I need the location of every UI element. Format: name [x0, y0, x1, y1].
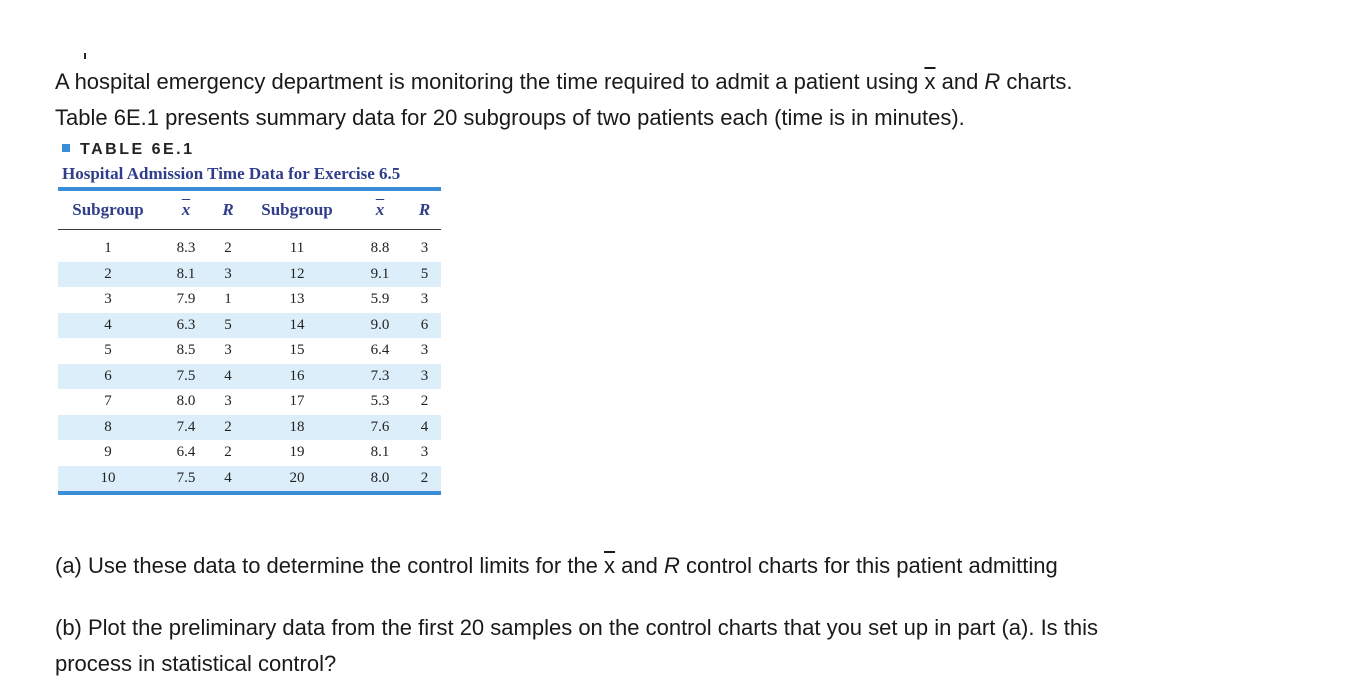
table-cell: 6.3 [158, 313, 214, 339]
table-cell: 3 [214, 262, 242, 288]
table-cell: 4 [214, 466, 242, 492]
table-cell: 5.3 [370, 393, 390, 410]
table-title: Hospital Admission Time Data for Exercise 6.5 [62, 164, 401, 183]
table-cell: 8.5 [176, 342, 196, 359]
table-cell: 13 [289, 291, 305, 308]
question-a [55, 548, 1058, 584]
table-cell: 2 [408, 466, 441, 492]
table-cell: 5.9 [370, 291, 390, 308]
table-cell: 8 [58, 415, 158, 441]
table-cell: 3 [104, 291, 112, 308]
table-cell: 7.5 [158, 466, 214, 492]
r-symbol: R [222, 200, 234, 219]
table-cell: 8.8 [370, 240, 390, 257]
table-cell: 3 [420, 444, 429, 461]
table-row [58, 338, 441, 364]
table-row [58, 262, 441, 288]
intro-line-1 [55, 64, 1072, 100]
admission-time-table [58, 191, 441, 491]
table-row [58, 440, 441, 466]
table-cell: 4 [408, 415, 441, 441]
table-cell: 20 [242, 466, 352, 492]
table-cell: 2 [214, 415, 242, 441]
table-cell: 9.1 [352, 262, 408, 288]
table-cell: 2 [420, 393, 429, 410]
r-symbol: R [663, 553, 680, 578]
table-cell: 7.4 [158, 415, 214, 441]
table-cell: 8.0 [176, 393, 196, 410]
table-cell: 15 [289, 342, 305, 359]
table-header-row [58, 191, 441, 230]
table-row [58, 415, 441, 441]
header-r [408, 191, 441, 230]
square-bullet-icon [62, 144, 70, 152]
data-table-container [58, 187, 441, 495]
intro-text: charts. [1000, 69, 1073, 94]
table-row [58, 389, 441, 415]
table-cell: 7.5 [158, 364, 214, 390]
problem-intro [55, 64, 1072, 136]
header-xbar [158, 191, 214, 230]
table-cell: 4 [214, 364, 242, 390]
table-cell: 3 [224, 342, 232, 359]
table-cell: 9 [104, 444, 112, 461]
table-row [58, 466, 441, 492]
table-cell: 2 [224, 240, 232, 257]
question-text: and [615, 553, 664, 578]
r-symbol: R [418, 200, 431, 219]
table-cell: 8.1 [158, 262, 214, 288]
table-row [58, 287, 441, 313]
table-cell: 7 [104, 393, 112, 410]
xbar-symbol: $\overline{x}$ [375, 200, 385, 219]
stray-mark [84, 53, 86, 59]
table-cell: 6.4 [370, 342, 390, 359]
table-cell: 1 [104, 240, 112, 257]
table-cell: 7.6 [352, 415, 408, 441]
table-cell: 7.3 [352, 364, 408, 390]
table-bottom-rule [58, 491, 441, 495]
table-row [58, 364, 441, 390]
header-r [214, 191, 242, 230]
intro-text: A hospital emergency department is monitoring the time required to admit a patient using [55, 69, 925, 94]
table-cell: 8.1 [370, 444, 390, 461]
table-cell: 8.0 [352, 466, 408, 492]
table-cell: 14 [242, 313, 352, 339]
table-cell: 3 [420, 291, 429, 308]
table-cell: 3 [224, 393, 232, 410]
table-label-text: TABLE 6E.1 [80, 141, 195, 158]
table-cell: 2 [58, 262, 158, 288]
xbar-symbol: $\overline{x}$ [604, 553, 616, 578]
question-text: control charts for this patient admitting [679, 553, 1058, 578]
header-xbar [352, 191, 408, 230]
table-row [58, 230, 441, 262]
table-cell: 7.9 [176, 291, 196, 308]
table-cell: 18 [242, 415, 352, 441]
r-symbol: R [984, 69, 1001, 94]
table-cell: 19 [289, 444, 305, 461]
table-cell: 17 [289, 393, 305, 410]
table-cell: 5 [104, 342, 112, 359]
table-cell: 1 [224, 291, 232, 308]
table-cell: 9.0 [352, 313, 408, 339]
table-cell: 3 [420, 240, 429, 257]
table-label [62, 141, 195, 159]
table-row [58, 313, 441, 339]
question-text: (a) Use these data to determine the control limits for the [55, 553, 605, 578]
question-b-line-1: (b) Plot the preliminary data from the first 20 samples on the control charts that you set up in part (a). Is this [55, 615, 1099, 640]
table-cell: 4 [58, 313, 158, 339]
table-cell: 16 [242, 364, 352, 390]
table-cell: 5 [214, 313, 242, 339]
xbar-symbol: $\overline{x}$ [181, 200, 191, 219]
intro-line-2: Table 6E.1 presents summary data for 20 subgroups of two patients each (time is in minutes). [55, 105, 965, 130]
header-subgroup: Subgroup [242, 191, 352, 230]
question-b [55, 610, 1098, 682]
table-cell: 5 [408, 262, 441, 288]
table-cell: 10 [58, 466, 158, 492]
table-cell: 6.4 [176, 444, 196, 461]
table-cell: 3 [408, 364, 441, 390]
table-cell: 8.3 [176, 240, 196, 257]
table-cell: 12 [242, 262, 352, 288]
intro-text: and [935, 69, 985, 94]
table-cell: 3 [420, 342, 429, 359]
xbar-symbol: $\overline{x}$ [924, 69, 936, 94]
table-cell: 2 [224, 444, 232, 461]
table-cell: 6 [58, 364, 158, 390]
table-cell: 6 [408, 313, 441, 339]
question-b-line-2: process in statistical control? [55, 651, 337, 676]
header-subgroup: Subgroup [58, 191, 158, 230]
table-cell: 11 [289, 240, 305, 257]
